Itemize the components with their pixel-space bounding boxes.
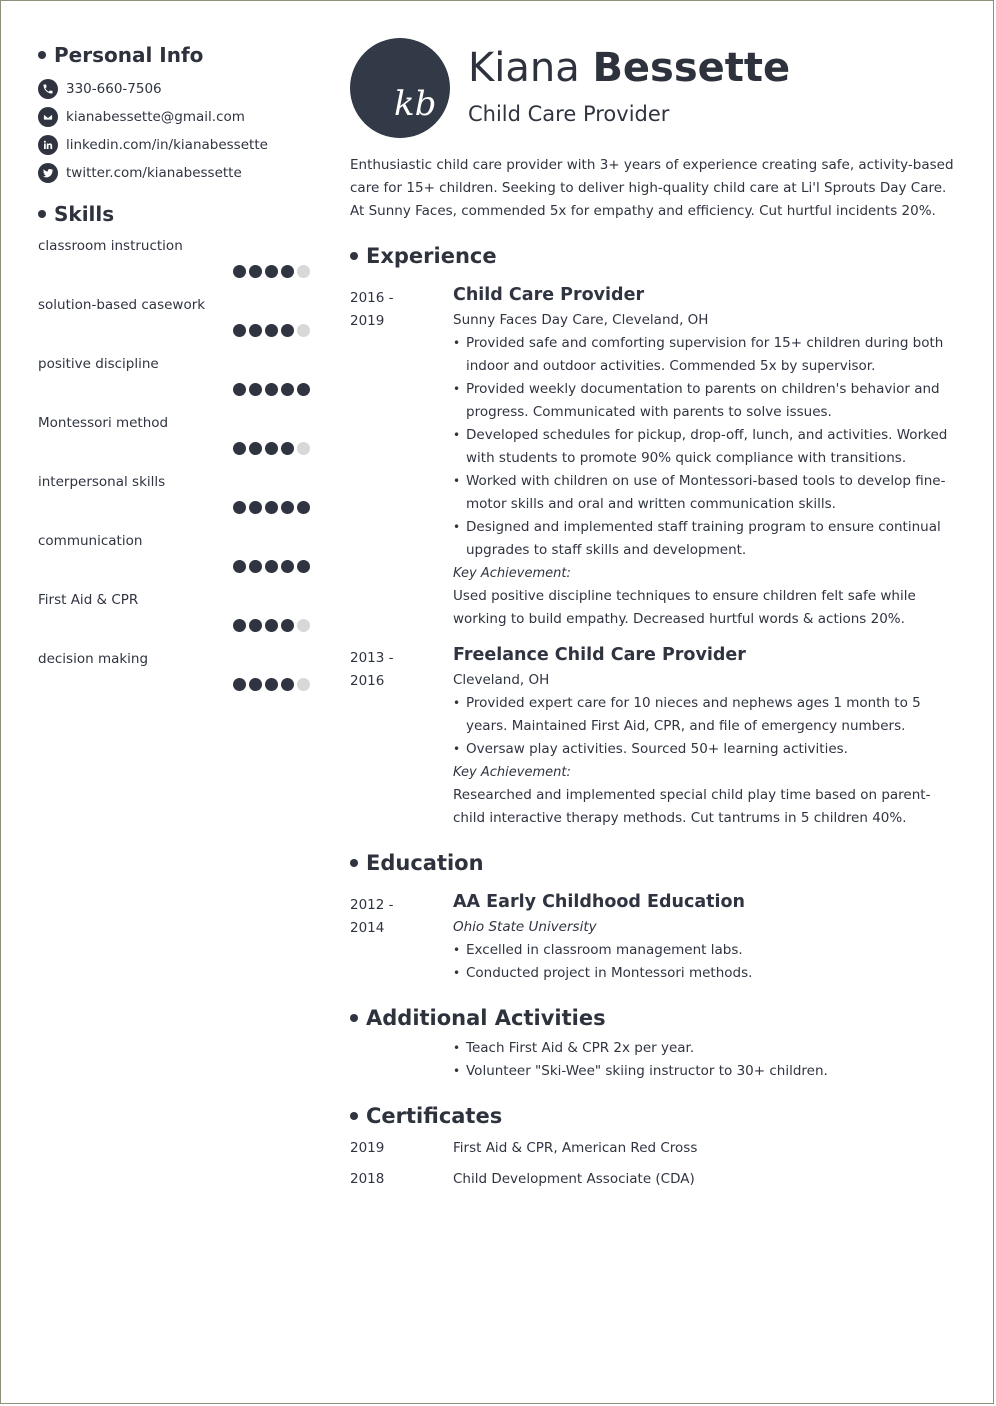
- certificates-heading-text: Certificates: [366, 1104, 503, 1128]
- rating-dot-filled: [233, 560, 246, 573]
- skill-row: [38, 415, 310, 474]
- rating-dot-filled: [265, 324, 278, 337]
- rating-dot-filled: [265, 560, 278, 573]
- certificate-row: [350, 1133, 962, 1164]
- list-item: • Provided weekly documentation to parents on children's behavior and progress. Communicated with parents to solve issues.: [453, 378, 962, 424]
- list-item: • Worked with children on use of Montessori-based tools to develop fine-motor skills and oral and written communication skills.: [453, 470, 962, 516]
- rating-dot-filled: [281, 501, 294, 514]
- heading-bullet: [350, 252, 358, 260]
- summary: Enthusiastic child care provider with 3+ years of experience creating safe, activity-based care for 15+ children. Seeking to deliver high-quality child care at Li'l Sprouts Day Care. At Sunny Faces, commended 5x for empathy and efficiency. Cut hurtful incidents 20%.: [350, 157, 954, 219]
- list-item: • Provided safe and comforting supervision for 15+ children during both indoor and outdoor activities. Commended 5x by supervisor.: [453, 332, 962, 378]
- phone-text: 330-660-7506: [66, 81, 162, 97]
- personal-info-heading-text: Personal Info: [54, 43, 204, 67]
- activities-entry: [350, 1037, 962, 1083]
- rating-dot-filled: [281, 442, 294, 455]
- email-text[interactable]: kianabessette@gmail.com: [66, 109, 245, 125]
- contact-twitter[interactable]: [38, 159, 310, 187]
- experience-list: [350, 281, 962, 830]
- heading-bullet: [38, 210, 46, 218]
- first-name: Kiana: [468, 45, 580, 91]
- rating-dot-empty: [297, 442, 310, 455]
- rating-dot-filled: [249, 442, 262, 455]
- certificate-name: First Aid & CPR, American Red Cross: [453, 1140, 698, 1156]
- twitter-text[interactable]: twitter.com/kianabessette: [66, 165, 242, 181]
- list-item: • Developed schedules for pickup, drop-off, lunch, and activities. Worked with students to promote 90% quick compliance with transitions.: [453, 424, 962, 470]
- rating-dot-filled: [281, 560, 294, 573]
- rating-dot-filled: [297, 383, 310, 396]
- rating-dot-filled: [233, 619, 246, 632]
- job-company: Sunny Faces Day Care, Cleveland, OH: [453, 312, 709, 328]
- rating-dot-filled: [281, 324, 294, 337]
- job-bullets: [453, 692, 962, 761]
- rating-dot-filled: [265, 265, 278, 278]
- skill-name: communication: [38, 533, 143, 549]
- certificate-row: [350, 1164, 962, 1195]
- job-date-start: 2016 -: [350, 290, 394, 306]
- job-date: [350, 641, 453, 830]
- rating-dot-empty: [297, 324, 310, 337]
- name-block: [468, 38, 790, 126]
- skill-rating: [230, 265, 310, 278]
- job-title: Child Care Provider: [468, 102, 670, 126]
- rating-dot-filled: [249, 324, 262, 337]
- contact-linkedin[interactable]: [38, 131, 310, 159]
- job-bullets: [453, 332, 962, 562]
- skill-rating: [230, 442, 310, 455]
- education-date: [350, 888, 453, 985]
- rating-dot-empty: [297, 265, 310, 278]
- key-achievement-text: Used positive discipline techniques to ensure children felt safe while working to build empathy. Decreased hurtful words & actions 20%.: [453, 588, 916, 627]
- education-body: [453, 888, 962, 985]
- education-heading-text: Education: [366, 851, 484, 875]
- personal-info-heading: [38, 40, 310, 70]
- experience-heading: [350, 241, 962, 271]
- certificate-year: 2019: [350, 1140, 385, 1156]
- rating-dot-filled: [233, 501, 246, 514]
- rating-dot-empty: [297, 619, 310, 632]
- skill-rating: [230, 560, 310, 573]
- skill-name: solution-based casework: [38, 297, 206, 313]
- rating-dot-filled: [249, 619, 262, 632]
- education-date-start: 2012 -: [350, 897, 394, 913]
- skills-list: [38, 238, 310, 710]
- education-heading: [350, 848, 962, 878]
- list-item: • Designed and implemented staff training program to ensure continual upgrades to staff skills and development.: [453, 516, 962, 562]
- job-date-end: 2016: [350, 673, 385, 689]
- skill-row: [38, 651, 310, 710]
- skills-heading: [38, 199, 310, 229]
- activities-heading: [350, 1003, 962, 1033]
- rating-dot-filled: [233, 383, 246, 396]
- certificate-year: 2018: [350, 1171, 385, 1187]
- initials-logo: [350, 38, 450, 138]
- skill-row: [38, 474, 310, 533]
- contact-email[interactable]: [38, 103, 310, 131]
- rating-dot-filled: [281, 265, 294, 278]
- skill-name: interpersonal skills: [38, 474, 166, 490]
- envelope-icon: [38, 107, 58, 127]
- contact-phone: [38, 75, 310, 103]
- job-entry: [350, 281, 962, 631]
- skills-heading-text: Skills: [54, 202, 115, 226]
- rating-dot-filled: [233, 442, 246, 455]
- heading-bullet: [350, 859, 358, 867]
- certificates-heading: [350, 1101, 962, 1131]
- skill-name: positive discipline: [38, 356, 159, 372]
- rating-dot-filled: [233, 678, 246, 691]
- list-item: • Volunteer "Ski-Wee" skiing instructor to 30+ children.: [453, 1060, 962, 1083]
- skill-row: [38, 238, 310, 297]
- rating-dot-filled: [233, 265, 246, 278]
- skill-name: First Aid & CPR: [38, 592, 139, 608]
- activities-date-spacer: [350, 1037, 453, 1083]
- job-entry: [350, 641, 962, 830]
- sidebar: [38, 40, 310, 710]
- rating-dot-filled: [249, 560, 262, 573]
- skill-rating: [230, 383, 310, 396]
- rating-dot-filled: [281, 619, 294, 632]
- education-bullets: [453, 939, 962, 985]
- skill-row: [38, 592, 310, 651]
- rating-dot-filled: [265, 442, 278, 455]
- job-body: [453, 641, 962, 830]
- skill-rating: [230, 619, 310, 632]
- job-date-end: 2019: [350, 313, 385, 329]
- activities-body: [453, 1037, 962, 1083]
- job-date-start: 2013 -: [350, 650, 394, 666]
- rating-dot-filled: [249, 678, 262, 691]
- skill-rating: [230, 501, 310, 514]
- activities-heading-text: Additional Activities: [366, 1006, 606, 1030]
- rating-dot-filled: [233, 324, 246, 337]
- skill-name: decision making: [38, 651, 149, 667]
- list-item: • Oversaw play activities. Sourced 50+ learning activities.: [453, 738, 962, 761]
- heading-bullet: [350, 1014, 358, 1022]
- linkedin-text[interactable]: linkedin.com/in/kianabessette: [66, 137, 268, 153]
- key-achievement-label: Key Achievement:: [453, 765, 571, 780]
- list-item: • Provided expert care for 10 nieces and nephews ages 1 month to 5 years. Maintained First Aid, CPR, and file of emergency numbers.: [453, 692, 962, 738]
- skill-rating: [230, 678, 310, 691]
- rating-dot-filled: [249, 265, 262, 278]
- full-name: [468, 45, 791, 91]
- rating-dot-filled: [265, 678, 278, 691]
- skill-name: Montessori method: [38, 415, 169, 431]
- rating-dot-filled: [249, 501, 262, 514]
- skill-rating: [230, 324, 310, 337]
- job-date: [350, 281, 453, 631]
- activities-bullets: [453, 1037, 962, 1083]
- degree-title: AA Early Childhood Education: [453, 892, 745, 912]
- initials-text: kb: [394, 84, 437, 124]
- heading-bullet: [350, 1112, 358, 1120]
- twitter-icon: [38, 163, 58, 183]
- main-column: [350, 38, 962, 1195]
- last-name: Bessette: [592, 45, 791, 91]
- list-item: • Teach First Aid & CPR 2x per year.: [453, 1037, 962, 1060]
- rating-dot-filled: [265, 501, 278, 514]
- rating-dot-filled: [297, 501, 310, 514]
- education-date-end: 2014: [350, 920, 385, 936]
- linkedin-icon: [38, 135, 58, 155]
- rating-dot-filled: [281, 383, 294, 396]
- job-company: Cleveland, OH: [453, 672, 550, 688]
- job-title: Freelance Child Care Provider: [453, 645, 746, 665]
- skill-row: [38, 533, 310, 592]
- rating-dot-filled: [265, 383, 278, 396]
- school-name: Ohio State University: [453, 919, 597, 935]
- rating-dot-empty: [297, 678, 310, 691]
- skill-name: classroom instruction: [38, 238, 183, 254]
- rating-dot-filled: [249, 383, 262, 396]
- resume-header: [350, 38, 962, 148]
- list-item: • Conducted project in Montessori methods.: [453, 962, 962, 985]
- job-title: Child Care Provider: [453, 285, 645, 305]
- key-achievement-text: Researched and implemented special child play time based on parent-child interactive therapy methods. Cut tantrums in 5 children 40%.: [453, 787, 931, 826]
- rating-dot-filled: [265, 619, 278, 632]
- certificate-name: Child Development Associate (CDA): [453, 1171, 695, 1187]
- job-body: [453, 281, 962, 631]
- education-entry: [350, 888, 962, 985]
- heading-bullet: [38, 51, 46, 59]
- list-item: • Excelled in classroom management labs.: [453, 939, 962, 962]
- experience-heading-text: Experience: [366, 244, 497, 268]
- key-achievement-label: Key Achievement:: [453, 566, 571, 581]
- phone-icon: [38, 79, 58, 99]
- skill-row: [38, 297, 310, 356]
- rating-dot-filled: [297, 560, 310, 573]
- rating-dot-filled: [281, 678, 294, 691]
- skill-row: [38, 356, 310, 415]
